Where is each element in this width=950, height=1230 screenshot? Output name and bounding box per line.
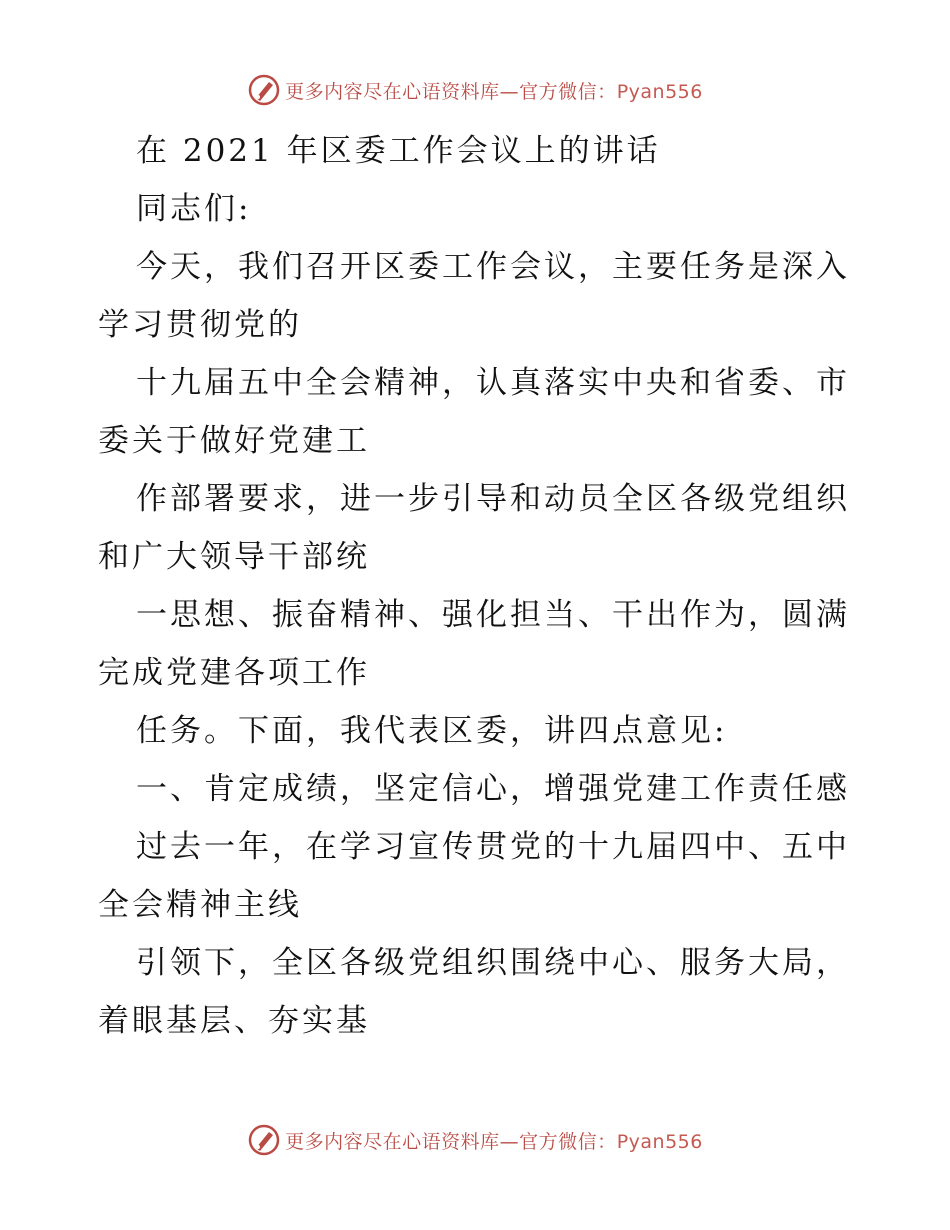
paragraph-line: 和广大领导干部统 [98,539,370,575]
paragraph-line: 全会精神主线 [98,887,302,923]
paragraph-line: 一思想、振奋精神、强化担当、干出作为，圆满 [136,597,850,633]
document-body [98,122,858,1050]
paragraph-line: 引领下，全区各级党组织围绕中心、服务大局， [136,945,850,981]
section-heading: 一、肯定成绩，坚定信心，增强党建工作责任感 [136,771,850,807]
banner-text: 更多内容尽在心语资料库—官方微信：Pyan556 [285,80,703,103]
paragraph-line: 学习贯彻党的 [98,307,302,343]
paragraph-line: 委关于做好党建工 [98,423,370,459]
document-title: 在 2021 年区委工作会议上的讲话 [136,133,661,169]
paragraph-line: 过去一年，在学习宣传贯党的十九届四中、五中 [136,829,850,865]
header-watermark-banner [0,70,950,110]
footer-watermark-banner [0,1120,950,1160]
banner-text: 更多内容尽在心语资料库—官方微信：Pyan556 [285,1130,703,1153]
paragraph-line: 着眼基层、夯实基 [98,1003,370,1039]
paragraph-line: 任务。下面，我代表区委，讲四点意见: [136,713,728,749]
paragraph-line: 作部署要求，进一步引导和动员全区各级党组织 [136,481,850,517]
paragraph-line: 今天，我们召开区委工作会议，主要任务是深入 [136,249,850,285]
paragraph-line: 十九届五中全会精神，认真落实中央和省委、市 [136,365,850,401]
logo-pen-icon [247,1123,281,1157]
salutation: 同志们: [136,191,252,227]
logo-pen-icon [247,73,281,107]
paragraph-line: 完成党建各项工作 [98,655,370,691]
